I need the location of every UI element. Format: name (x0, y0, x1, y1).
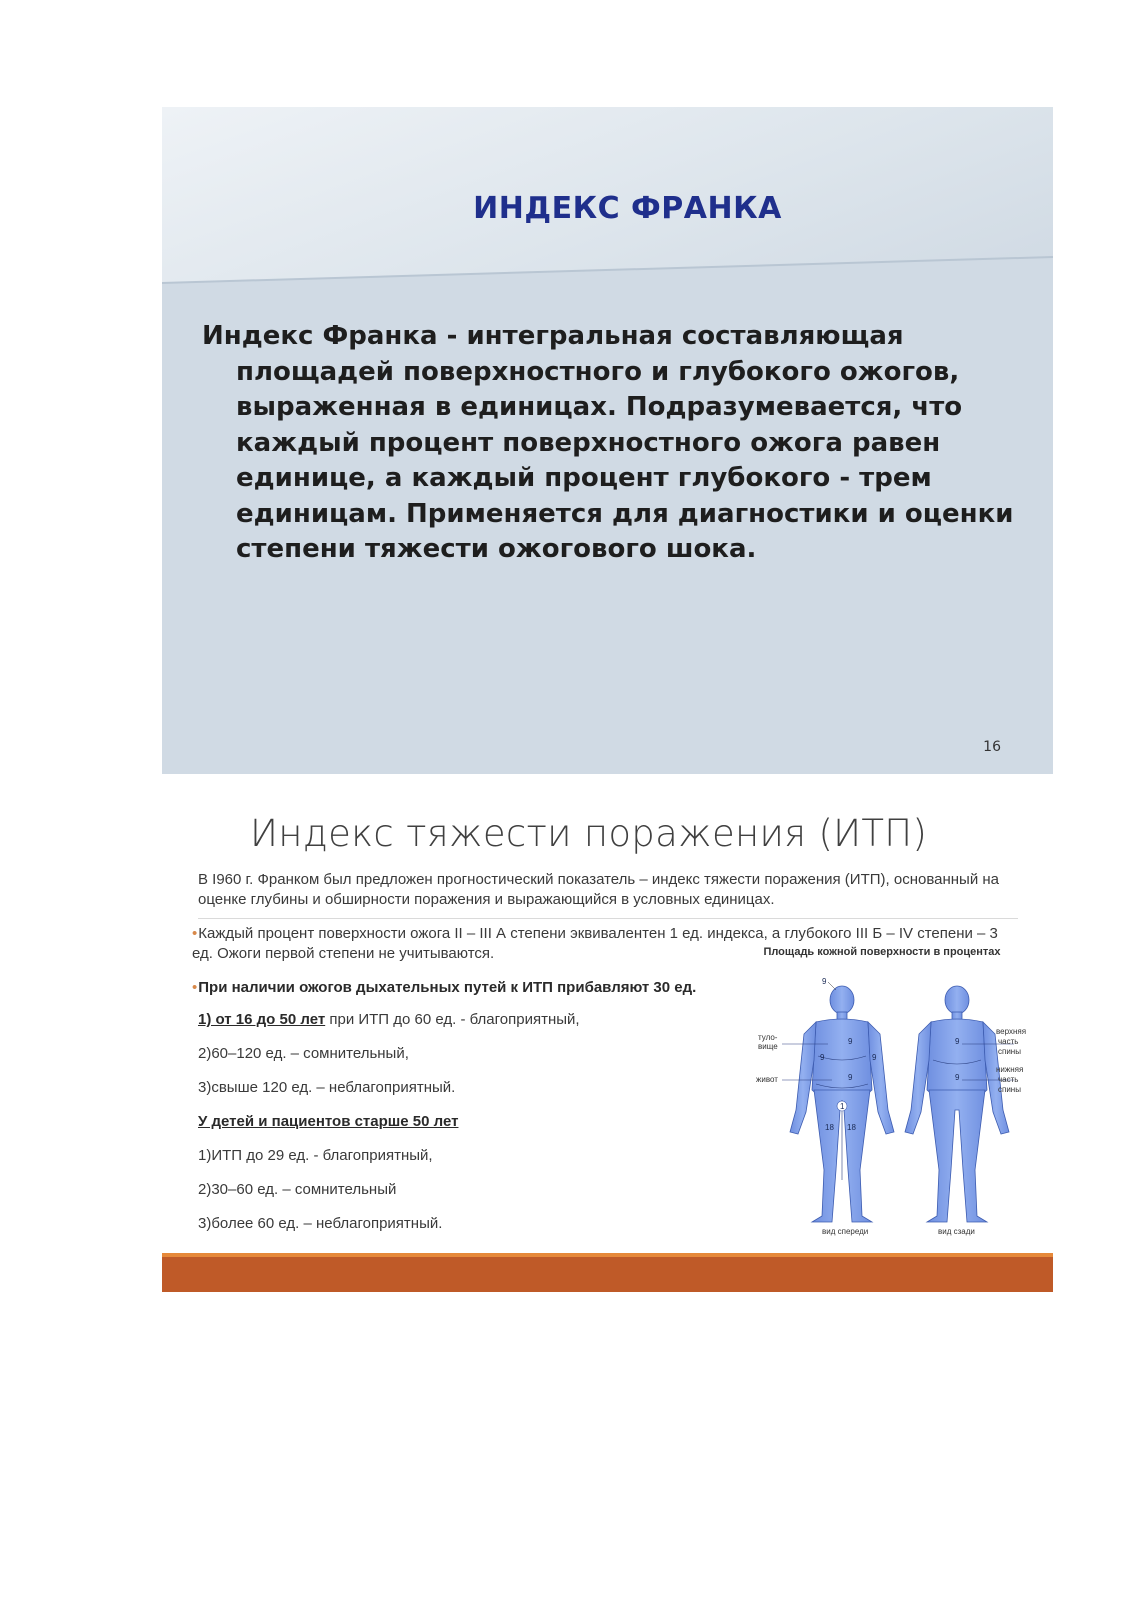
list-item-text: при ИТП до 60 ед. - благоприятный, (325, 1011, 580, 1028)
number-head: 9 (822, 977, 827, 986)
label-upper-back-2: часть (998, 1037, 1019, 1046)
number-belly: 9 (848, 1073, 853, 1082)
divider (198, 918, 1018, 919)
page-number: 16 (983, 739, 1001, 755)
children-group-header: У детей и пациентов старше 50 лет (198, 1113, 459, 1130)
caption-front-view: вид спереди (822, 1227, 869, 1236)
number-leg-left: 18 (825, 1123, 834, 1132)
intro-paragraph: В I960 г. Франком был предложен прогностический показатель – индекс тяжести поражения (ИТП), основанный на оценке глубины и обширности поражения и выражающийся в условных единицах. (198, 871, 999, 908)
list-item: 2)60–120 ед. – сомнительный, (198, 1045, 409, 1062)
footer-bar (162, 1257, 1053, 1292)
list-item: 3)свыше 120 ед. – неблагоприятный. (198, 1079, 456, 1096)
bullet-icon: • (192, 925, 198, 942)
adults-group-header: 1) от 16 до 50 лет (198, 1011, 326, 1028)
list-item (198, 1112, 580, 1146)
label-trunk-2: вище (758, 1042, 778, 1051)
number-chest: 9 (848, 1037, 853, 1046)
list-item (198, 1010, 580, 1044)
number-arm-right: 9 (872, 1053, 877, 1062)
bullet-airway-burns (192, 978, 696, 998)
bullet-icon: • (192, 979, 198, 996)
figure-title: Площадь кожной поверхности в процентах (763, 946, 1001, 958)
list-item: 3)более 60 ед. – неблагоприятный. (198, 1215, 443, 1232)
label-lower-back-1: нижняя (996, 1065, 1024, 1074)
number-lower-back: 9 (955, 1073, 960, 1082)
slide-severity-index (162, 790, 1053, 1292)
label-lower-back-2: часть (998, 1075, 1019, 1084)
body-surface-figure (752, 946, 1052, 1236)
bullet-text: Каждый процент поверхности ожога II – III А степени эквивалентен 1 ед. индекса, а глубокого III Б – IV степени – 3 ед. Ожоги первой степени не учитываются. (192, 925, 998, 962)
number-upper-back: 9 (955, 1037, 960, 1046)
slide-franck-index (162, 107, 1053, 774)
prognosis-list (198, 1010, 580, 1248)
number-leg-right: 18 (847, 1123, 856, 1132)
slide-title: Индекс тяжести поражения (ИТП) (250, 812, 928, 855)
slide-body-text: Индекс Франка - интегральная составляющая площадей поверхностного и глубокого ожогов, выраженная в единицах. Подразумевается, что каждый процент поверхностного ожога равен единице, а каждый процент глубокого - трем единицам. Применяется для диагностики и оценки степени тяжести ожогового шока. (202, 321, 1014, 564)
list-item: 1)ИТП до 29 ед. - благоприятный, (198, 1147, 433, 1164)
body-diagram-svg (752, 960, 1052, 1236)
number-perineum: 1 (840, 1102, 845, 1111)
back-body-silhouette (905, 986, 1009, 1222)
label-trunk-1: туло- (758, 1033, 778, 1042)
label-upper-back-3: спины (998, 1047, 1021, 1056)
label-lower-back-3: спины (998, 1085, 1021, 1094)
slide-title: ИНДЕКС ФРАНКА (473, 191, 782, 226)
label-upper-back-1: верхняя (996, 1027, 1027, 1036)
number-arm-left: 9 (820, 1053, 825, 1062)
caption-back-view: вид сзади (938, 1227, 975, 1236)
list-item: 2)30–60 ед. – сомнительный (198, 1181, 397, 1198)
bullet-text: При наличии ожогов дыхательных путей к ИТП прибавляют 30 ед. (198, 979, 697, 996)
label-belly: живот (756, 1075, 778, 1084)
